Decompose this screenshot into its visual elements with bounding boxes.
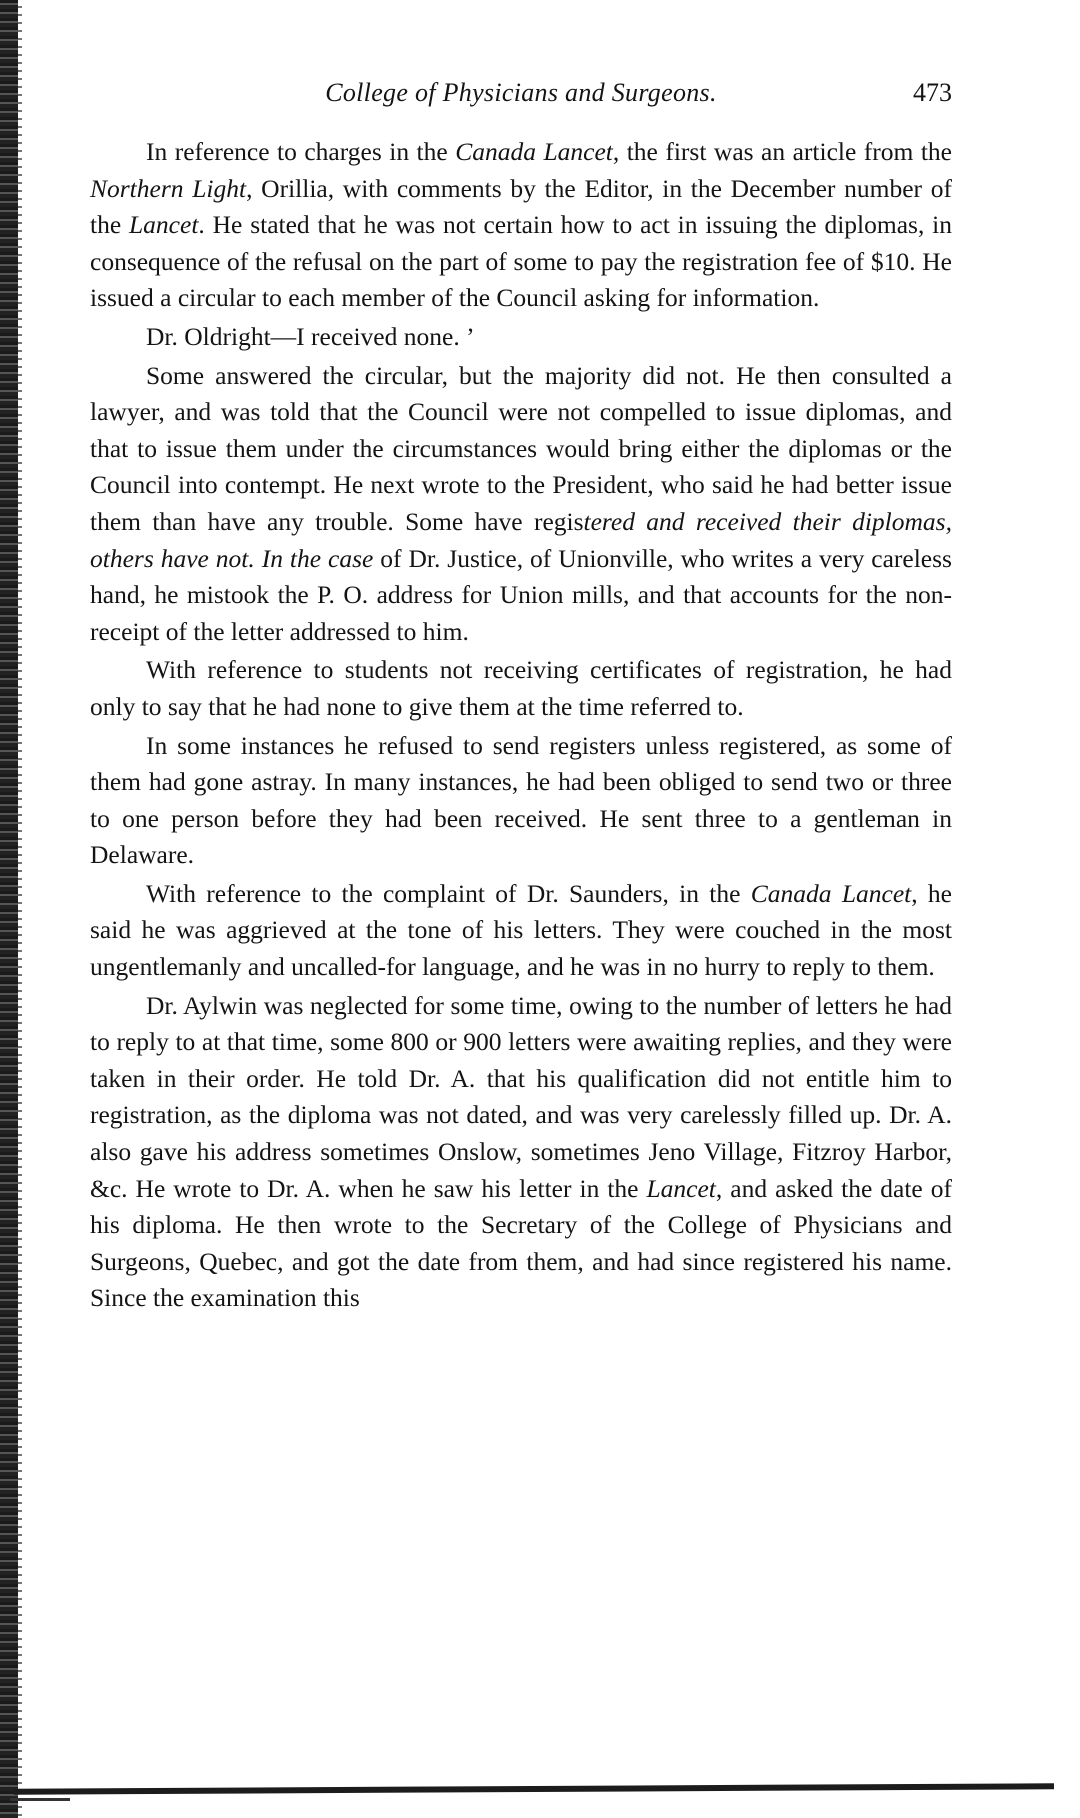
text-run: With reference to the complaint of Dr. Saunders, in the [146,878,751,908]
text-run: In reference to charges in the [146,137,456,166]
text-run: Dr. Aylwin was neglected for some time, owing to the number of letters he had to reply to at that time, some 800 or 900 letters were awaiting replies, and they were taken in their order. He told Dr. A. that his qualification did not entitle him to registration, as the diploma was not dated, and was very carelessly filled up. Dr. A. also gave his address sometimes Onslow, sometimes Jeno Village, Fitzroy Harbor, &c. He wrote to Dr. A. when he saw his letter in the [90,990,952,1203]
text-run: , the first was an article from the [612,137,952,166]
bottom-scan-mark [10,1798,70,1801]
paragraph [90,134,952,317]
running-title: College of Physicians and Surgeons. [325,78,717,107]
italic-text: Lancet [129,210,199,240]
paragraph [90,358,952,651]
body-text [90,134,952,1317]
italic-text: tered and received their diplomas, others have not. In the case [90,506,952,573]
italic-text: Canada Lancet [455,137,613,166]
paragraph [90,988,952,1317]
page-spine-shadow [18,0,22,1818]
text-run: . He stated that he was not certain how to act in issuing the diplomas, in consequence of the refusal on the part of some to pay the registration fee of $10. He issued a circular to each member of the Council asking for information. [90,210,952,313]
text-run: With reference to students not receiving certificates of registration, he had only to say that he had none to give them at the time referred to. [90,655,952,721]
paragraph [90,652,952,725]
page-header [90,78,952,118]
text-run: Some answered the circular, but the majority did not. He then consulted a lawyer, and was told that the Council were not compelled to issue diplomas, and that to issue them under the circumstances would bring either the diplomas or the Council into contempt. He next wrote to the President, who said he had better issue them than have any trouble. Some have regis [90,360,952,536]
text-run: , Orillia, with comments by the Editor, in the December number of the [90,173,952,240]
paragraph [90,876,952,986]
italic-text: Canada Lancet [750,878,912,908]
text-run: , he said he was aggrieved at the tone of his letters. They were couched in the most ungentlemanly and uncalled-for language, and he was in no hurry to reply to them. [90,878,952,982]
paragraph [90,319,952,356]
italic-text: Lancet [646,1173,716,1203]
page-spine-edge [0,0,18,1818]
text-run: of Dr. Justice, of Unionville, who writes a very careless hand, he mistook the P. O. address for Union mills, and that accounts for the non-receipt of the letter addressed to him. [90,543,952,646]
paragraph [90,728,952,874]
text-run: Dr. Oldright—I received none. ’ [146,321,475,351]
text-run: , and asked the date of his diploma. He then wrote to the Secretary of the College of Physicians and Surgeons, Quebec, and got the date from them, and had since registered his name. Since the examination this [90,1173,952,1313]
bottom-scan-rule [14,1783,1054,1794]
italic-text: Northern Light [90,173,247,203]
page-number: 473 [913,78,952,107]
text-run: In some instances he refused to send registers unless registered, as some of them had gone astray. In many instances, he had been obliged to send two or three to one person before they had been received. He sent three to a gentleman in Delaware. [90,730,952,870]
